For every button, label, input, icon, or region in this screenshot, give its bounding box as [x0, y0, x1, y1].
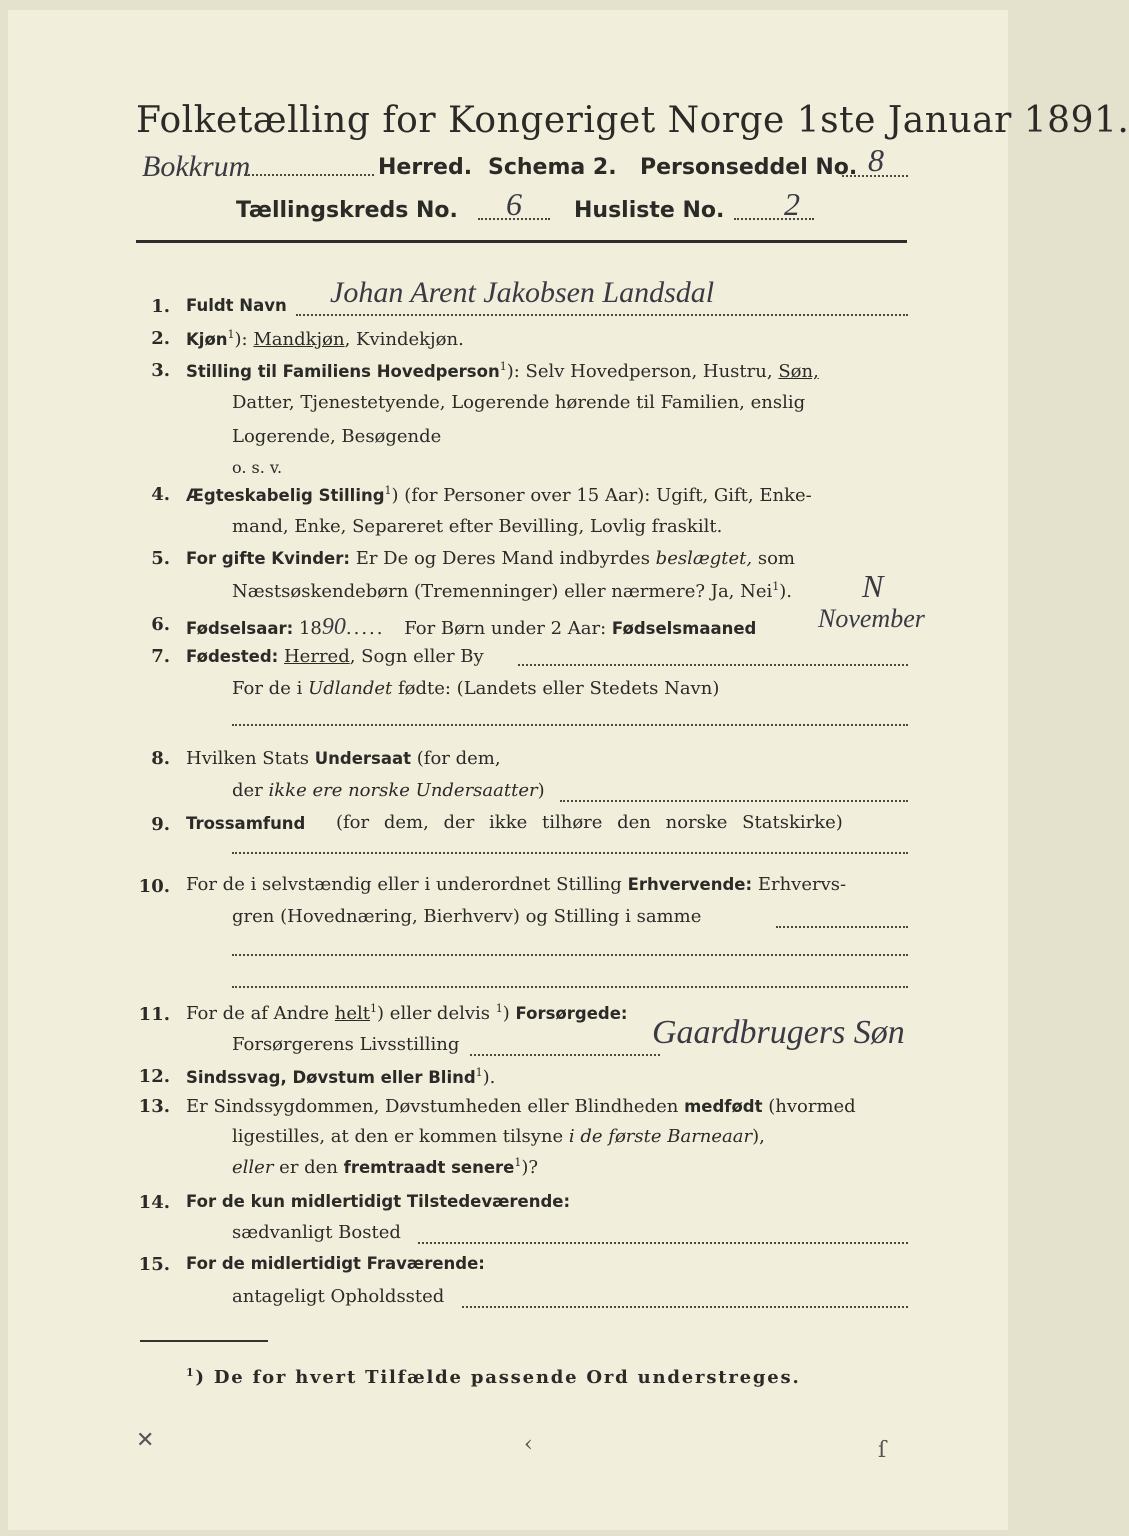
q11-line-2: Forsørgerens Livsstilling [232, 1034, 460, 1055]
footnote-rule [140, 1340, 268, 1342]
q3-sup: 1 [499, 360, 507, 373]
q3-line-1 [186, 360, 819, 382]
q6-label-2: Fødselsmaaned [611, 619, 757, 638]
q10-label: Erhvervende: [627, 875, 753, 894]
census-form-sheet [8, 10, 1008, 1530]
q9-text: (for dem, der ikke tilhøre den norske Statskirke) [336, 812, 843, 833]
q11-line-1 [186, 1002, 628, 1024]
kreds-label: Tællingskreds No. [236, 198, 458, 223]
q13-line-3 [232, 1156, 538, 1178]
schema-label: Schema 2. [488, 155, 617, 180]
q13-text-end: )? [521, 1157, 539, 1178]
q7-options-rest: , Sogn eller By [349, 646, 484, 667]
q4-sup: 1 [384, 484, 392, 497]
item-number-11: 11. [138, 1004, 170, 1025]
stray-mark-left: ✕ [136, 1428, 155, 1453]
q11-sup-2: 1 [495, 1002, 503, 1015]
q7-dotted-line-2 [232, 724, 908, 726]
q11-label: Forsørgede: [515, 1004, 628, 1023]
q3-line-3: Logerende, Besøgende [232, 426, 442, 447]
q5-handwritten-answer: N [862, 568, 884, 604]
q8-text-der: der [232, 780, 263, 801]
footnote-text: ) De for hvert Tilfælde passende Ord understreges. [195, 1367, 801, 1388]
q7-line-2 [232, 678, 719, 699]
q7-label: Fødested: [186, 647, 279, 666]
item-number-9: 9. [151, 814, 170, 835]
q8-text-a: Hvilken Stats [186, 748, 310, 769]
q2-option-kvindekjon: , Kvindekjøn. [344, 329, 464, 350]
q5-label: For gifte Kvinder: [186, 549, 350, 568]
q6-handwritten-month: November [818, 604, 925, 633]
q12-label: Sindssvag, Døvstum eller Blind [186, 1068, 476, 1087]
q9-label: Trossamfund [186, 814, 306, 833]
herred-dotted-line [244, 174, 374, 176]
q5-text-b: Næstsøskendebørn (Tremenninger) eller nærmere? Ja, Nei [232, 581, 773, 602]
q6-line: Fødselsaar: 1890..... For Børn under 2 Aar: Fødselsmaaned [186, 614, 757, 640]
herred-value: Bokkrum [142, 150, 251, 183]
q8-label: Undersaat [314, 749, 412, 768]
q6-mid-text: For Børn under 2 Aar: [404, 618, 607, 639]
q6-handwritten-year: 90 [321, 614, 346, 640]
q5-text-som: som [757, 548, 796, 569]
q2-label: Kjøn [186, 330, 228, 349]
item-number-12: 12. [138, 1066, 170, 1087]
footnote [186, 1366, 801, 1388]
q13-text-er-den: er den [279, 1157, 338, 1178]
q5-text-a: Er De og Deres Mand indbyrdes [355, 548, 650, 569]
q2-option-mandkjon: Mandkjøn [253, 329, 345, 350]
q3-options: ): Selv Hovedperson, Hustru, [506, 361, 773, 382]
q13-text-close: ), [752, 1126, 765, 1147]
q11-handwritten-occupation: Gaardbrugers Søn [652, 1014, 905, 1051]
husliste-label: Husliste No. [574, 198, 725, 223]
q8-text-close: ) [537, 780, 545, 801]
q4-line-1 [186, 484, 812, 506]
item-number-4: 4. [151, 484, 170, 505]
q13-text-a: Er Sindssygdommen, Døvstumheden eller Blindheden [186, 1096, 679, 1117]
item-number-7: 7. [151, 646, 170, 667]
q5-sup: 1 [772, 580, 780, 593]
q10-line-1 [186, 874, 846, 895]
q12-line [186, 1066, 495, 1088]
q13-sup: 1 [514, 1156, 522, 1169]
q8-line-2 [232, 780, 545, 801]
q8-text-italic: ikke ere norske Undersaatter [268, 780, 538, 801]
q15-label: For de midlertidigt Fraværende: [186, 1254, 485, 1273]
q11-text-a: For de af Andre [186, 1003, 330, 1024]
q5-text-beslaegtet: beslægtet, [655, 548, 753, 569]
q14-label: For de kun midlertidigt Tilstedeværende: [186, 1192, 571, 1211]
q11-sup-1: 1 [370, 1002, 378, 1015]
q13-label-2: fremtraadt senere [343, 1158, 515, 1177]
form-title: Folketælling for Kongeriget Norge 1ste Januar 1891. [136, 100, 1129, 141]
husliste-value: 2 [784, 186, 800, 222]
q7-text-a: For de i [232, 678, 303, 699]
header-rule [136, 240, 907, 243]
q4-line-2: mand, Enke, Separeret efter Bevilling, Lovlig fraskilt. [232, 516, 723, 537]
q5-line-1 [186, 548, 795, 569]
q8-text-c: (for dem, [416, 748, 501, 769]
q5-text-end: ). [779, 581, 793, 602]
item-number-6: 6. [151, 614, 170, 635]
herred-label: Herred. [378, 155, 473, 180]
q15-dotted-line [462, 1306, 908, 1308]
q11-text-c: ) [502, 1003, 510, 1024]
q1-label: Fuldt Navn [186, 296, 287, 315]
item-number-5: 5. [151, 548, 170, 569]
q11-text-b: ) eller delvis [377, 1003, 491, 1024]
q7-text-c: fødte: (Landets eller Stedets Navn) [397, 678, 720, 699]
q8-line-1 [186, 748, 501, 769]
kreds-value: 6 [506, 186, 522, 222]
q13-text-ligestilles: ligestilles, at den er kommen tilsyne [232, 1126, 564, 1147]
q10-dotted-line-2 [232, 954, 908, 956]
q6-label: Fødselsaar: [186, 619, 294, 638]
q2-colon: ): [234, 329, 248, 350]
q10-line-2: gren (Hovednæring, Bierhverv) og Stilling i samme [232, 906, 702, 927]
item-number-1: 1. [151, 296, 170, 317]
q12-end: ). [482, 1067, 496, 1088]
item-number-3: 3. [151, 360, 170, 381]
q10-text-c: Erhvervs- [757, 874, 847, 895]
item-number-2: 2. [151, 328, 170, 349]
q11-option-helt: helt [334, 1003, 371, 1024]
q3-line-4: o. s. v. [232, 458, 283, 477]
q7-text-udlandet: Udlandet [308, 678, 393, 699]
q12-sup: 1 [475, 1066, 483, 1079]
item-number-13: 13. [138, 1096, 170, 1117]
q9-dotted-line [232, 852, 908, 854]
item-number-14: 14. [138, 1192, 170, 1213]
q1-handwritten-name: Johan Arent Jakobsen Landsdal [330, 276, 715, 309]
q11-dotted-line [470, 1054, 660, 1056]
q13-label: medfødt [684, 1097, 763, 1116]
q10-text-a: For de i selvstændig eller i underordnet Stilling [186, 874, 622, 895]
personseddel-value: 8 [868, 142, 884, 178]
q10-dotted-line-1 [776, 926, 908, 928]
item-number-15: 15. [138, 1254, 170, 1275]
q7-line-1 [186, 646, 484, 667]
q7-dotted-line-1 [518, 664, 908, 666]
q15-line-2: antageligt Opholdssted [232, 1286, 445, 1307]
stray-mark-center: ‹ [524, 1432, 533, 1457]
q14-line-2: sædvanligt Bosted [232, 1222, 401, 1243]
q7-option-herred: Herred [283, 646, 350, 667]
q4-text: ) (for Personer over 15 Aar): Ugift, Gift, Enke- [391, 485, 812, 506]
q3-option-son: Søn, [778, 361, 819, 382]
q13-text-c: (hvormed [768, 1096, 856, 1117]
q1-dotted-line [296, 314, 908, 316]
stray-mark-right: ſ [878, 1438, 887, 1463]
q10-dotted-line-3 [232, 986, 908, 988]
q2-sup: 1 [227, 328, 235, 341]
personseddel-label: Personseddel No. [640, 155, 858, 180]
q13-text-eller: eller [232, 1157, 274, 1178]
q3-line-2: Datter, Tjenestetyende, Logerende hørende til Familien, enslig [232, 392, 806, 413]
q13-line-1 [186, 1096, 856, 1117]
q14-dotted-line [418, 1242, 908, 1244]
q13-text-italic: i de første Barneaar [568, 1126, 753, 1147]
q4-label: Ægteskabelig Stilling [186, 486, 385, 505]
q6-prefix: 18 [298, 618, 322, 639]
item-number-8: 8. [151, 748, 170, 769]
footnote-sup: 1 [186, 1366, 196, 1379]
item-number-10: 10. [138, 876, 170, 897]
q3-label: Stilling til Familiens Hovedperson [186, 362, 500, 381]
q2-line [186, 328, 464, 350]
q5-line-2 [232, 580, 792, 602]
q8-dotted-line [560, 800, 908, 802]
q13-line-2 [232, 1126, 765, 1147]
husliste-dotted-line [734, 218, 814, 220]
